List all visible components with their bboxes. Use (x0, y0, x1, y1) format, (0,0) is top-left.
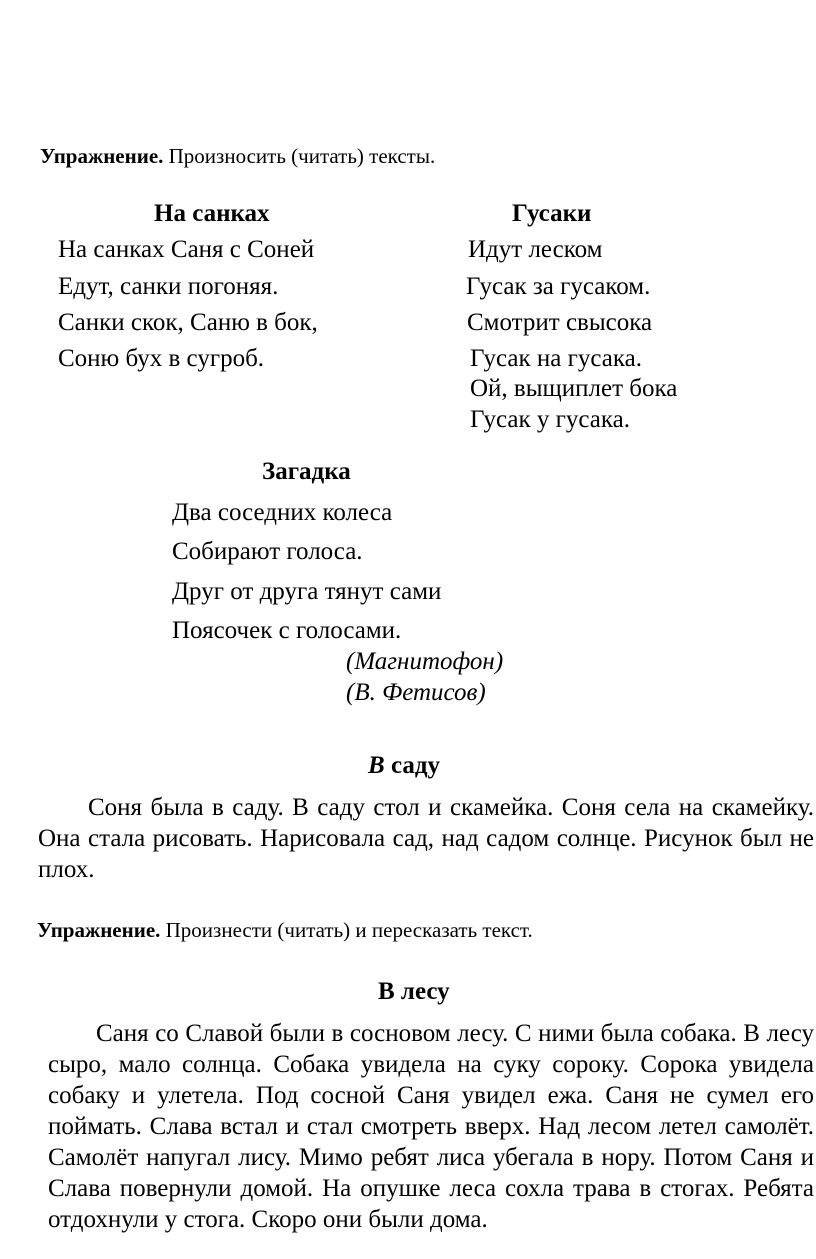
riddle-line: Собирают голоса. (172, 538, 363, 565)
riddle-line: Два соседних колеса (172, 499, 393, 526)
riddle-line: Друг от друга тянут сами (172, 578, 442, 605)
poem-line: Санки скок, Саню в бок, (58, 309, 318, 336)
story-text-v-lesu: Саня со Славой были в сосновом лесу. С ними была собака. В лесу сыро, мало солнца. Собака увидела на суку сороку. Сорока увидела собаку и улетела. Под сосной Саня увидел ежа. Саня не сумел его поймать. Слава встал и стал смотреть вверх. Над лесом летел самолёт. Самолёт напугал лису. Мимо ребят лиса убегала в нору. Потом Саня и Слава повернули домой. На опушке леса сохла трава в стогах. Ребята отдохнули у стога. Скоро они были дома. (48, 1020, 814, 1233)
exercise-heading-2 (37, 918, 533, 943)
poem-line: Смотрит свысока (467, 309, 653, 336)
exercise-text: Произносить (читать) тексты. (168, 144, 436, 168)
poem-line: Ой, выщиплет бока (470, 375, 678, 402)
story-text-v-sadu: Соня была в саду. В саду стол и скамейка. Соня села на скамейку. Она стала рисовать. Нарисовала сад, над садом солнце. Рисунок был не плох. (38, 794, 814, 883)
exercise-text: Произнести (читать) и пересказать текст. (165, 918, 533, 942)
story-title-rest: саду (384, 752, 440, 779)
riddle-line: Поясочек с голосами. (172, 617, 402, 644)
poem-line: Соню бух в сугроб. (58, 345, 265, 372)
poem-line: Идут леском (468, 236, 603, 263)
poem-line: Едут, санки погоняя. (58, 273, 279, 300)
story-title-v-lesu: В лесу (378, 978, 450, 1005)
poem-line: Гусак на гусака. (470, 345, 642, 372)
riddle-author: (В. Фетисов) (346, 679, 486, 706)
riddle-title: Загадка (262, 458, 351, 485)
exercise-label: Упражнение. (37, 918, 161, 942)
poem-line: Гусак у гусака. (470, 406, 631, 433)
poem-line: Гусак за гусаком. (466, 273, 651, 300)
poem-title-na-sankah: На санках (154, 200, 270, 227)
poem-title-gusaki: Гусаки (512, 200, 592, 227)
story-title-first: В (368, 752, 385, 779)
riddle-answer: (Магнитофон) (346, 648, 504, 675)
exercise-heading-1 (40, 144, 435, 169)
exercise-label: Упражнение. (40, 144, 164, 168)
poem-line: На санках Саня с Соней (58, 236, 315, 263)
story-title-v-sadu (368, 752, 440, 780)
